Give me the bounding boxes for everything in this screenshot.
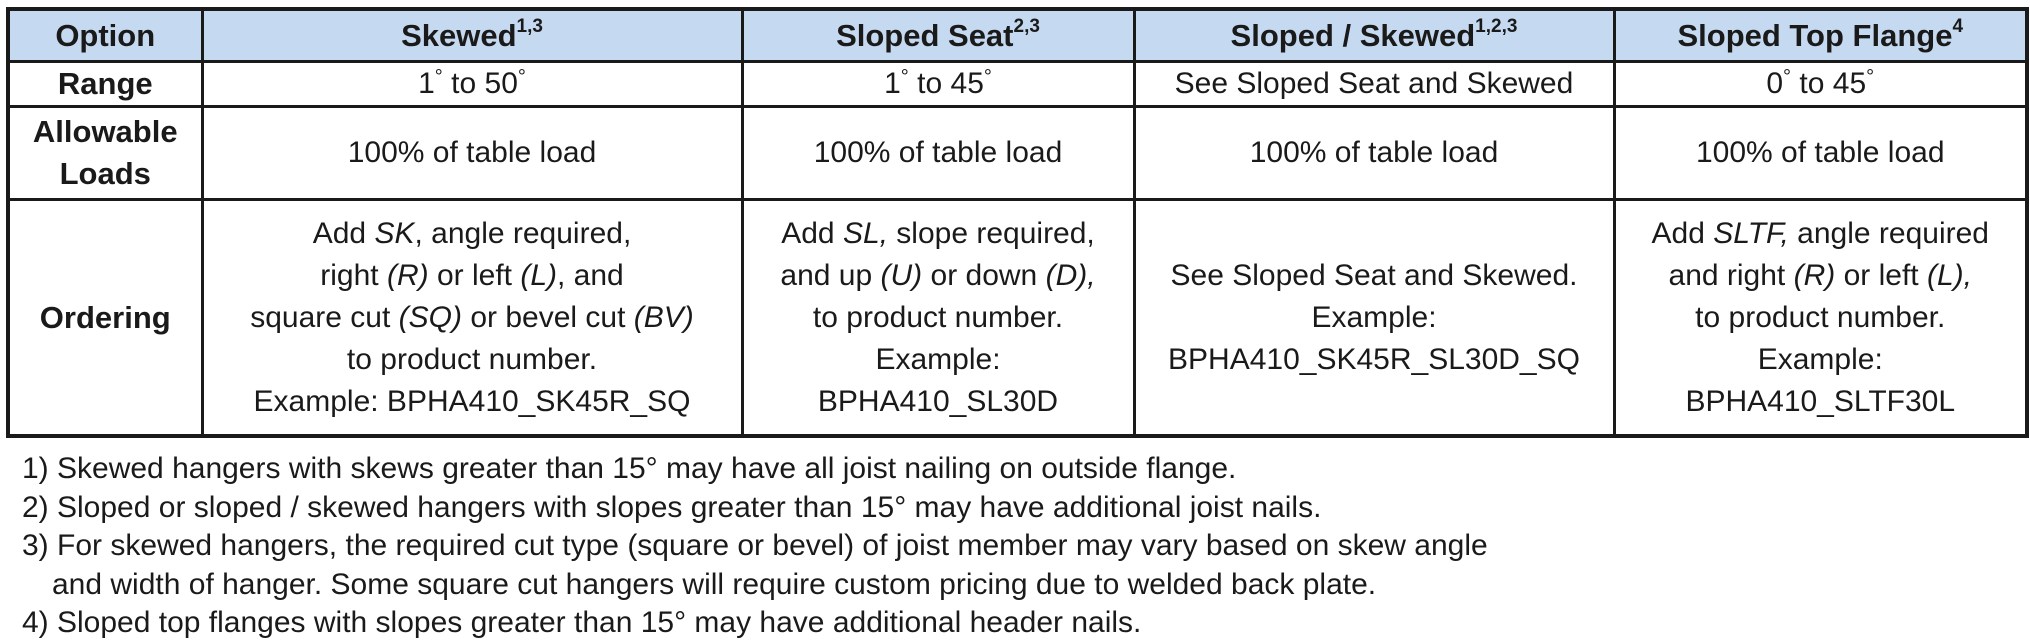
footnote-3: 3) For skewed hangers, the required cut type (square or bevel) of joist member may vary based on skew angle [22,529,1488,562]
range-skewed: 1° to 50° [202,62,742,107]
header-sloped-skewed: Sloped / Skewed$^{1,2,3}$ [1134,9,1614,62]
ordering-sloped-seat: Add SL, slope required, and up (U) or down (D), to product number. Example: BPHA410_SL30D [742,200,1134,436]
loads-sloped-seat: 100% of table load [742,107,1134,200]
range-sloped-skewed: See Sloped Seat and Skewed [1134,62,1614,107]
loads-sloped-skewed: 100% of table load [1134,107,1614,200]
example-code: BPHA410_SK45R_SL30D_SQ [1168,342,1580,376]
footnote-ref: 1,3 [516,16,543,38]
footnote-ref: 1,2,3 [1475,16,1518,38]
footnotes [22,450,1488,643]
table-row-loads [8,107,2027,200]
header-sloped-seat: Sloped Seat$^{2,3}$ [742,9,1134,62]
header-option: Option [8,9,202,62]
example-code: Example: BPHA410_SK45R_SQ [253,384,691,418]
loads-skewed: 100% of table load [202,107,742,200]
footnote-3-continued: and width of hanger. Some square cut hangers will require custom pricing due to welded back plate. [52,567,1377,601]
table-header-row [8,9,2027,62]
hanger-options-table [6,7,2029,438]
footnote-4: 4) Sloped top flanges with slopes greater than 15° may have additional header nails. [22,606,1142,639]
loads-sloped-top-flange: 100% of table load [1614,107,2027,200]
table-row-range [8,62,2027,107]
footnote-ref: 2,3 [1013,16,1040,38]
footnote-ref: 4 [1952,16,1964,38]
ordering-sloped-skewed: See Sloped Seat and Skewed. Example: BPHA410_SK45R_SL30D_SQ [1134,200,1614,436]
ordering-skewed: Add SK, angle required, right (R) or left (L), and square cut (SQ) or bevel cut (BV) to product number. Example: BPHA410_SK45R_SQ [202,200,742,436]
example-code: BPHA410_SLTF30L [1685,384,1956,418]
row-label-range: Range [8,62,202,107]
ordering-sloped-top-flange: Add SLTF, angle required and right (R) or left (L), to product number. Example: BPHA410_SLTF30L [1614,200,2027,436]
header-sloped-top-flange: Sloped Top Flange$^4$ [1614,9,2027,62]
table-row-ordering [8,200,2027,436]
range-sloped-top-flange: 0° to 45° [1614,62,2027,107]
row-label-ordering: Ordering [8,200,202,436]
header-skewed: Skewed$^{1,3}$ [202,9,742,62]
example-code: BPHA410_SL30D [817,384,1059,418]
footnote-1: 1) Skewed hangers with skews greater than 15° may have all joist nailing on outside flange. [22,452,1237,485]
footnote-2: 2) Sloped or sloped / skewed hangers with slopes greater than 15° may have additional joist nails. [22,490,1322,524]
row-label-loads: Allowable Loads [8,107,202,200]
range-sloped-seat: 1° to 45° [742,62,1134,107]
